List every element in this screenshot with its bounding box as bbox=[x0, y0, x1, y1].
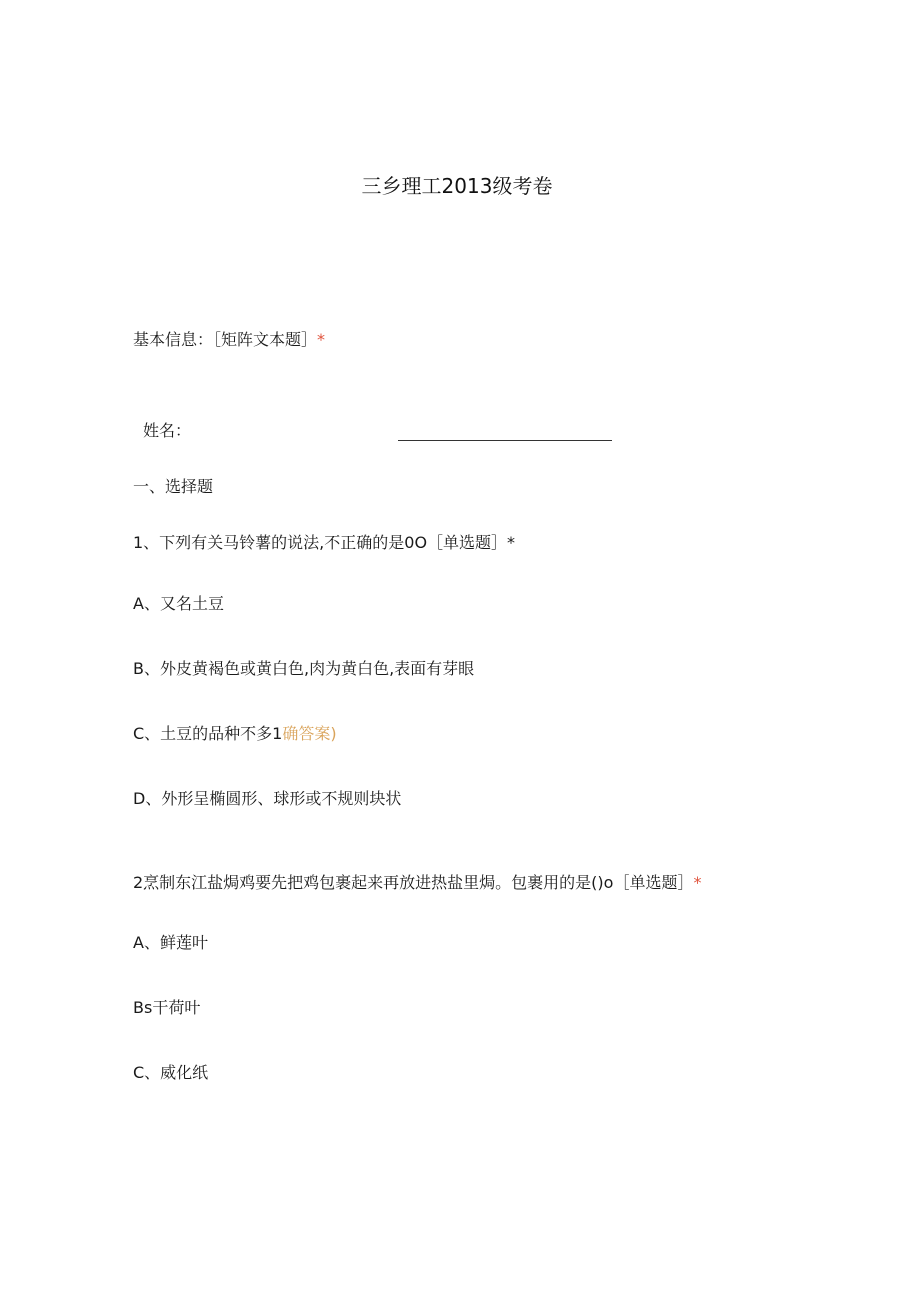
question-2-stem bbox=[133, 873, 701, 893]
basic-info-question bbox=[133, 330, 325, 350]
question-1-option-b[interactable]: B、外皮黄褐色或黄白色,肉为黄白色,表面有芽眼 bbox=[133, 659, 475, 678]
required-mark: * bbox=[693, 873, 702, 892]
question-1-option-d[interactable]: D、外形呈椭圆形、球形或不规则块状 bbox=[133, 789, 402, 808]
question-2-option-b[interactable]: Bs干荷叶 bbox=[133, 998, 201, 1017]
question-1-option-c[interactable] bbox=[133, 724, 337, 744]
option-c-text: C、土豆的品种不多1 bbox=[133, 724, 283, 743]
name-input-line[interactable] bbox=[398, 440, 612, 441]
question-1-stem: 1、下列有关马铃薯的说法,不正确的是0O［单选题］* bbox=[133, 533, 516, 552]
question-2-stem-text: 2烹制东江盐焗鸡要先把鸡包裹起来再放进热盐里焗。包裹用的是()o［单选题］ bbox=[133, 873, 694, 892]
question-2-option-c[interactable]: C、威化纸 bbox=[133, 1063, 209, 1082]
required-mark: * bbox=[317, 330, 326, 349]
section-heading: 一、选择题 bbox=[133, 477, 214, 496]
question-2-option-a[interactable]: A、鲜莲叶 bbox=[133, 933, 208, 952]
basic-info-label: 基本信息：［矩阵文本题］ bbox=[133, 330, 318, 349]
exam-title: 三乡理工2013级考卷 bbox=[361, 174, 553, 198]
correct-answer-hint: 确答案) bbox=[282, 724, 337, 743]
name-label: 姓名： bbox=[143, 421, 192, 440]
question-1-option-a[interactable]: A、又名土豆 bbox=[133, 594, 224, 613]
